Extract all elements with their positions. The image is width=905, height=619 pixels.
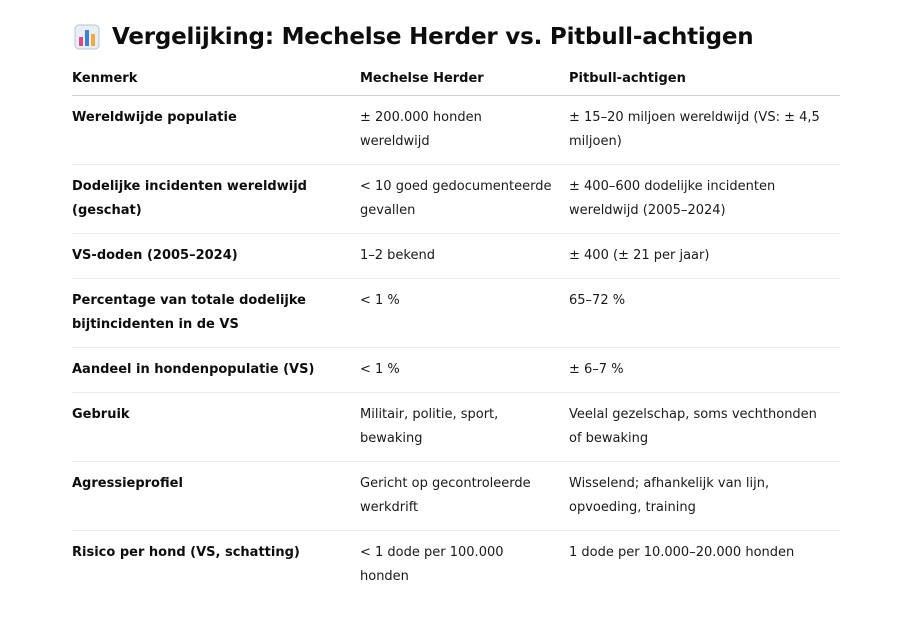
- heading: [74, 20, 753, 54]
- table-row: [72, 348, 840, 393]
- row-label: Risico per hond (VS, schatting): [72, 545, 300, 560]
- column-header-kenmerk: Kenmerk: [72, 62, 360, 96]
- cell-mechelse-herder: 1–2 bekend: [360, 234, 569, 279]
- cell-mechelse-herder: < 1 dode per 100.000 honden: [360, 545, 504, 584]
- cell-mechelse-herder: ± 200.000 honden wereldwijd: [360, 96, 569, 165]
- cell-mechelse-herder: < 10 goed gedocumenteerde gevallen: [360, 165, 569, 234]
- row-label: Wereldwijde populatie: [72, 96, 360, 165]
- table-header-row: [72, 62, 840, 96]
- cell-pitbull: 1 dode per 10.000–20.000 honden: [569, 545, 795, 560]
- row-label: Percentage van totale dodelijke bijtincidenten in de VS: [72, 279, 360, 348]
- table-row: [72, 462, 840, 531]
- row-label: Gebruik: [72, 393, 360, 462]
- cell-pitbull: Veelal gezelschap, soms vechthonden of bewaking: [569, 393, 840, 462]
- cell-pitbull: ± 400–600 dodelijke incidenten wereldwijd (2005–2024): [569, 165, 840, 234]
- page-title: Vergelijking: Mechelse Herder vs. Pitbull-achtigen: [112, 24, 754, 50]
- cell-mechelse-herder: Militair, politie, sport, bewaking: [360, 393, 569, 462]
- row-label: Agressieprofiel: [72, 462, 360, 531]
- table-row: [72, 96, 840, 165]
- row-label: Aandeel in hondenpopulatie (VS): [72, 348, 360, 393]
- cell-pitbull: ± 400 (± 21 per jaar): [569, 234, 840, 279]
- column-header-mechelse-herder: Mechelse Herder: [360, 62, 569, 96]
- table-row: [72, 531, 840, 600]
- table-row: [72, 165, 840, 234]
- cell-pitbull: ± 15–20 miljoen wereldwijd (VS: ± 4,5 miljoen): [569, 96, 840, 165]
- table-row: [72, 279, 840, 348]
- cell-pitbull: 65–72 %: [569, 279, 840, 348]
- cell-mechelse-herder: Gericht op gecontroleerde werkdrift: [360, 462, 569, 531]
- row-label: Dodelijke incidenten wereldwijd (geschat): [72, 165, 360, 234]
- bar-chart-icon: [74, 24, 100, 50]
- cell-mechelse-herder: < 1 %: [360, 348, 569, 393]
- row-label: VS-doden (2005–2024): [72, 234, 360, 279]
- cell-mechelse-herder: < 1 %: [360, 279, 569, 348]
- cell-pitbull: Wisselend; afhankelijk van lijn, opvoeding, training: [569, 462, 840, 531]
- comparison-table: [72, 62, 840, 599]
- cell-pitbull: ± 6–7 %: [569, 348, 840, 393]
- table-row: [72, 393, 840, 462]
- table-row: [72, 234, 840, 279]
- column-header-pitbull: Pitbull-achtigen: [569, 62, 840, 96]
